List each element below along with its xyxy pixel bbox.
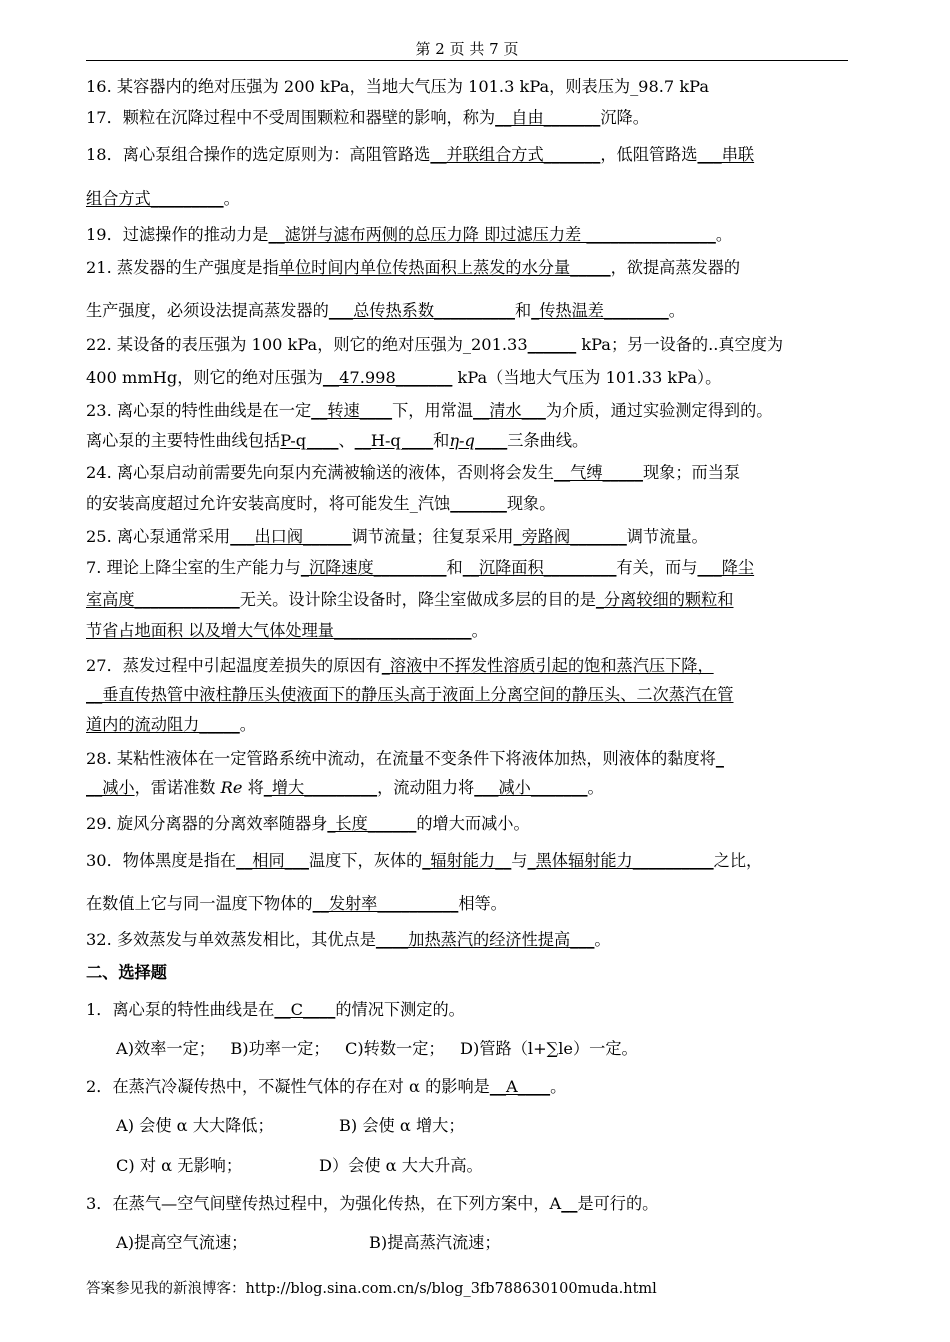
item-30: 30．物体黑度是指在__相同___温度下，灰体的_辐射能力__与_黑体辐射能力__________之比， [86,851,763,870]
header-divider [86,60,848,61]
choice-3-option-b: B)提高蒸汽流速； [369,1233,501,1252]
choice-1-options: A)效率一定； B)功率一定； C)转数一定； D)管路（l+∑le）一定。 [116,1039,638,1058]
item-22-cont: 400 mmHg，则它的绝对压强为__47.998_______ kPa（当地大气压为 101.33 kPa）。 [86,368,722,387]
item-23-cont: 离心泵的主要特性曲线包括P-q____、__H-q____和η-q____三条曲线。 [86,431,589,450]
item-28: 28. 某粘性液体在一定管路系统中流动，在流量不变条件下将液体加热，则液体的黏度将_ [86,749,724,768]
choice-2-option-b: B) 会使 α 增大； [339,1116,465,1135]
item-7-cont2: 节省占地面积 以及增大气体处理量_________________。 [86,621,488,640]
item-27: 27．蒸发过程中引起温度差损失的原因有_溶液中不挥发性溶质引起的饱和蒸汽压下降， [86,656,714,675]
item-21: 21. 蒸发器的生产强度是指单位时间内单位传热面积上蒸发的水分量_____，欲提高蒸发器的 [86,258,741,277]
item-23: 23. 离心泵的特性曲线是在一定__转速____下，用常温__清水___为介质，通过实验测定得到的。 [86,401,773,420]
choice-2: 2．在蒸汽冷凝传热中，不凝性气体的存在对 α 的影响是__A____。 [86,1077,567,1096]
choice-3-option-a: A)提高空气流速； [116,1233,248,1252]
item-25: 25. 离心泵通常采用___出口阀______调节流量；往复泵采用_旁路阀_______调节流量。 [86,527,708,546]
choice-2-option-a: A) 会使 α 大大降低； [116,1116,274,1135]
item-24-cont: 的安装高度超过允许安装高度时，将可能发生_汽蚀_______现象。 [86,494,556,513]
item-32: 32. 多效蒸发与单效蒸发相比，其优点是____加热蒸汽的经济性提高___。 [86,930,611,949]
choice-2-option-d: D）会使 α 大大升高。 [319,1156,483,1175]
item-21-cont: 生产强度，必须设法提高蒸发器的___总传热系数__________和_传热温差________。 [86,301,685,320]
item-18: 18．离心泵组合操作的选定原则为：高阻管路选__并联组合方式_______，低阻管路选___串联 [86,145,755,164]
item-27-cont: __垂直传热管中液柱静压头使液面下的静压头高于液面上分离空间的静压头、二次蒸汽在管 [86,685,734,704]
item-22: 22. 某设备的表压强为 100 kPa，则它的绝对压强为_201.33______ kPa；另一设备的..真空度为 [86,335,784,354]
choice-3: 3．在蒸气—空气间壁传热过程中，为强化传热，在下列方案中，A__是可行的。 [86,1194,659,1213]
item-7-cont: 室高度_____________无关。设计除尘设备时，降尘室做成多层的目的是_分离较细的颗粒和 [86,590,734,609]
item-30-cont: 在数值上它与同一温度下物体的__发射率__________相等。 [86,894,507,913]
item-27-cont2: 道内的流动阻力_____。 [86,715,256,734]
choice-1: 1．离心泵的特性曲线是在__C____的情况下测定的。 [86,1000,465,1019]
item-16: 16. 某容器内的绝对压强为 200 kPa，当地大气压为 101.3 kPa，则表压为_98.7 kPa [86,77,709,96]
item-17: 17．颗粒在沉降过程中不受周围颗粒和器壁的影响，称为__自由_______沉降。 [86,108,649,127]
page-header: 第 2 页 共 7 页 [415,40,519,58]
item-19: 19．过滤操作的推动力是__滤饼与滤布两侧的总压力降 即过滤压力差 ________________。 [86,225,733,244]
choice-2-option-c: C) 对 α 无影响； [116,1156,243,1175]
footer-blog-link: 答案参见我的新浪博客：http://blog.sina.com.cn/s/blog_3fb788630100muda.html [86,1281,657,1297]
item-29: 29. 旋风分离器的分离效率随器身_长度______的增大而减小。 [86,814,530,833]
item-24: 24. 离心泵启动前需要先向泵内充满被输送的液体，否则将会发生__气缚_____现象；而当泵 [86,463,741,482]
item-28-cont: __减小，雷诺准数 Re 将_增大_________，流动阻力将___减小_______。 [86,778,604,797]
item-7: 7. 理论上降尘室的生产能力与_沉降速度_________和__沉降面积_________有关，而与___降尘 [86,558,755,577]
section-title-choice: 二、选择题 [86,963,167,982]
item-18-cont: 组合方式_________。 [86,189,240,208]
